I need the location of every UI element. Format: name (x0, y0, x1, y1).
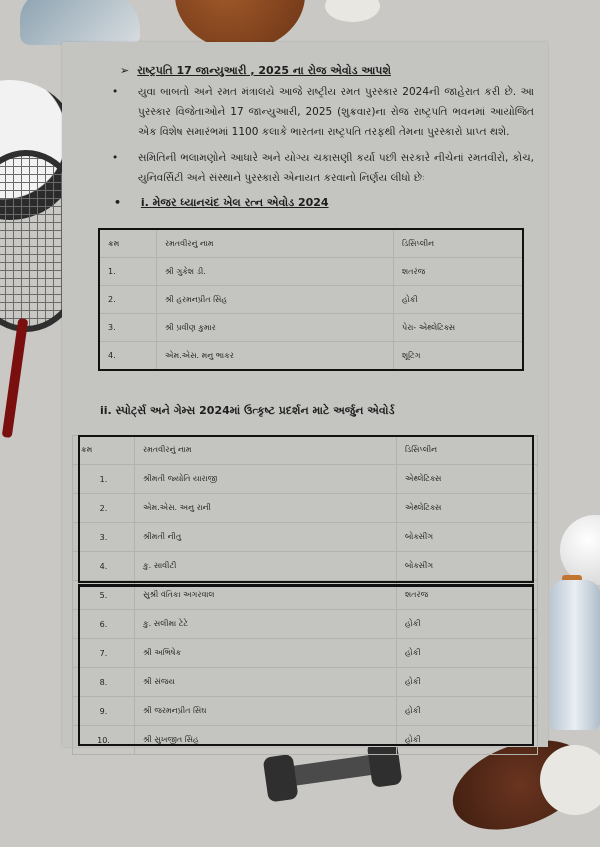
table-row: 4. કુ. સાવીટી બોક્સીંગ (73, 552, 538, 581)
table-header-row (99, 229, 523, 258)
table-row: 5. સુશ્રી વંતિકા અગરવાલ શતરંજ (73, 581, 538, 610)
table-row: 7. શ્રી અભિષેક હોકી (73, 639, 538, 668)
header-serial: ક્રમ (73, 436, 135, 465)
paragraph-decision: • સમિતિની ભલામણોને આધારે અને યોગ્ય ચકાસણી કર્યા પછી સરકારે નીચેનાં રમતવીરો, કોચ, યુનિવર્સિટી અને સંસ્થાને પુરસ્કારો એનાયત કરવાનો નિર્ણય લીધો છેઃ (114, 148, 534, 188)
document-page (62, 42, 548, 747)
water-bottle-image (550, 580, 600, 730)
paragraph-announcement: • યુવા બાબતો અને રમત મંત્રાલયે આજે રાષ્ટ્રીય રમત પુરસ્કાર 2024ની જાહેરાત કરી છે. આ પુરસ્કાર વિજેતાઓને 17 જાન્યુઆરી, 2025 (શુક્રવાર)ના રોજ રાષ્ટ્રપતિ ભવનમાં આયોજિત એક વિશેષ સમારંભમાં 1100 કલાકે ભારતના રાષ્ટ્રપતિ તરફથી તેમના પુરસ્કારો પ્રાપ્ત થશે. (114, 82, 534, 142)
khel-ratna-table (98, 228, 524, 371)
bullet-dot-icon: • (112, 152, 119, 164)
header-name: રમતવીરનું નામ (157, 229, 394, 258)
table-row: 1. શ્રીમતી જ્યોતિ યારાજી એથ્લેટિક્સ (73, 465, 538, 494)
table-row: 10. શ્રી સુખજીત સિંહ હોકી (73, 726, 538, 755)
table-row: 2. એમ.એસ. અનુ રાની એથ્લેટિક્સ (73, 494, 538, 523)
table-row: 9. શ્રી જરમનપ્રીત સિંઘ હોકી (73, 697, 538, 726)
arjuna-award-table (72, 435, 538, 755)
section1-heading: • i. મેજર ધ્યાનચંદ ખેલ રત્ન એવોડ 2024 (114, 196, 329, 209)
table-row: 4. એમ.એસ. મનુ ભાકર શૂટિંગ (99, 342, 523, 371)
table-row: 2. શ્રી હરમનપ્રીત સિંહ હોકી (99, 286, 523, 314)
bullet-dot-icon: • (112, 86, 119, 98)
racket-handle-image (2, 318, 29, 438)
sports-shoe-image (20, 0, 140, 45)
table-row: 6. કુ. સલીમા ટેટે હોકી (73, 610, 538, 639)
header-name: રમતવીરનું નામ (135, 436, 397, 465)
table-row: 1. શ્રી ગુકેશ ડી. શતરંજ (99, 258, 523, 286)
header-discipline: ડિસિપ્લીન (394, 229, 524, 258)
heading-text: રાષ્ટ્રપતિ 17 જાન્યુઆરી , 2025 ના રોજ એવોડ આપશે (137, 64, 391, 77)
table-row: 8. શ્રી સંજય હોકી (73, 668, 538, 697)
bullet-dot-icon: • (114, 196, 122, 209)
dumbbell-image (269, 751, 401, 789)
baseball-image (325, 0, 380, 22)
table-header-row (73, 436, 538, 465)
header-serial: ક્રમ (99, 229, 157, 258)
arrow-bullet-icon: ➢ (120, 64, 130, 77)
announcement-heading (120, 64, 391, 78)
header-discipline: ડિસિપ્લીન (397, 436, 538, 465)
table-row: 3. શ્રી પ્રવીણ કુમાર પેરા- એથ્લેટિક્સ (99, 314, 523, 342)
table-row: 3. શ્રીમતી નીતુ બોક્સીંગ (73, 523, 538, 552)
section2-heading: ii. સ્પોર્ટ્સ અને ગેમ્સ 2024માં ઉત્કૃષ્ટ પ્રદર્શન માટે અર્જુન એવોર્ડ (100, 404, 395, 417)
